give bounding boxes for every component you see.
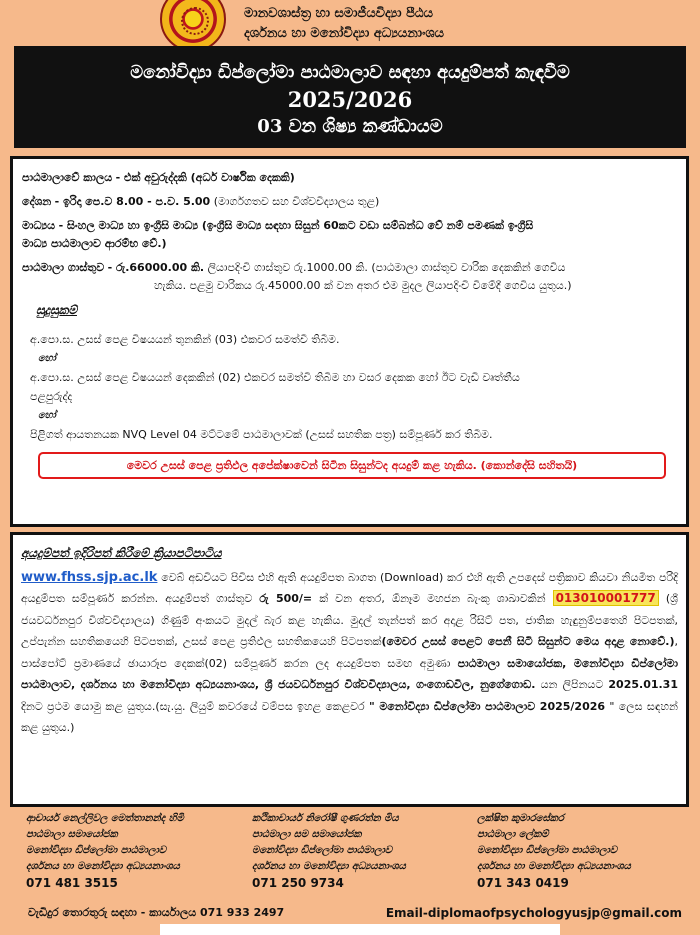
requirement-1: අ.පො.ස. උසස් පෙළ විෂයයන් තුනකින් (03) එකවර සමත්වී තිබීම. — [30, 333, 340, 346]
requirements-list — [30, 330, 686, 444]
contact-card — [252, 811, 406, 891]
contact-email[interactable]: Email-diplomaofpsychologyusjp@gmail.com — [385, 906, 682, 920]
procedure-text-5: , පාස්පෝට් ප්‍රමාණයේ ඡායාරූප දෙකක්(02) සම්පූර්ණ කරන ලද අයදුම්පත සමඟ අමුණා — [21, 635, 678, 670]
contact-phone: 071 481 3515 — [26, 876, 118, 890]
or-label: හෝ — [38, 353, 56, 364]
contact-name: ආචාර්ය නෙල්ලිවල මෙත්තානන්ද හිමි — [26, 813, 184, 824]
fee-row — [22, 259, 686, 277]
contact-role: පාඨමාලා ලේකම් — [477, 829, 549, 840]
medium-row — [22, 217, 686, 235]
medium-value-cont: මාධ්‍ය පාඨමාලාව ආරම්භ වේ.) — [22, 237, 167, 250]
procedure-text-1: වෙබ් අඩවියට පිවිස එහි ඇති අයදුම්පත බාගත (Download) කර එහි ඇති උපදෙස් පත්‍රිකාව කියවා නියමිත පරිදි අයදුම්පත සම්පූර්ණ කරන්න. අයදුම්පත් ගාස්තුව — [21, 570, 679, 605]
procedure-text-3: (ශ්‍රී ජයවර්ධනපුර විශ්වවිද්‍යාලය) ගිණුම් අංකයට මුදල් බැර කළ හැකිය. මුදල් තැන්පත් කර අදාළ රිසිට් පත, ජාතික හැඳුනුම්පතෙහි පිටපතක්, උප්පැන්න සහතිකයෙහි පිටපතක්, උසස් පෙළ ප්‍රතිඵල සහතිකයෙහි පිටපතක් — [21, 592, 678, 648]
medium-value: - සිංහල මාධ්‍ය හා ඉංග්‍රීසි මාධ්‍ය (ඉංග්‍රීසි මාධ්‍ය සඳහා සිසුන් 60කට වඩා සම්බන්ධ වේ නම් පමණක් ඉංග්‍රීසි — [58, 219, 534, 232]
postal-address: පාඨමාලා සමායෝජක, මනෝවිද්‍යා ඩිප්ලෝමා පාඨමාලාව, දර්ශනය හා මනෝවිද්‍යා අධ්‍යයනාංශය, ශ්‍රී ජයවර්ධනපුර විශ්වවිද්‍යාලය, ගංගොඩවිල, නුගේගොඩ. — [21, 656, 679, 691]
faculty-info — [244, 4, 444, 44]
website-link[interactable]: www.fhss.sjp.ac.lk — [21, 569, 158, 585]
procedure-text-7: දිනට ප්‍රථම යොමු කළ යුතුය.(සැ.යු. ලියුම් කවරයේ වම්පස ඉහළ කෙළවර — [21, 699, 365, 713]
fee-label: පාඨමාලා ගාස්තුව — [22, 261, 105, 274]
fee-text: ලියාපදිංචි ගාස්තුව රු.1000.00 කි. (පාඨමාලා ගාස්තුව වාරික දෙකකින් ගෙවිය — [207, 261, 566, 274]
procedure-text — [21, 567, 678, 739]
requirement-3: පිළිගත් ආයතනයක NVQ Level 04 මට්ටමේ පාඨමාලාවක් (උසස් සහතික පත්‍ර) සම්පූර්ණ කර තිබීම. — [30, 428, 493, 441]
duration-label: පාඨමාලාවේ කාලය — [22, 171, 113, 184]
contact-card — [477, 811, 631, 891]
duration-value: - එක් අවුරුද්දකි (අර්ධ වාර්ෂික දෙකකි) — [115, 171, 295, 184]
contact-dept: දර්ශනය හා මනෝවිද්‍යා අධ්‍යයනාංශය — [26, 861, 180, 872]
requirement-2: අ.පො.ස. උසස් පෙළ විෂයයන් දෙකකින් (02) එකවර සමත්වී තිබීම හා වසර දෙකක හෝ ඊට වැඩි වෘත්තීය — [30, 371, 520, 384]
contact-phone: 071 343 0419 — [477, 876, 569, 890]
envelope-course-ref: " මනෝවිද්‍යා ඩිප්ලෝමා පාඨමාලාව 2025/2026 — [369, 699, 606, 713]
lectures-row — [22, 193, 686, 211]
lectures-note: (මාර්ගගතව සහ විශ්වවිද්‍යාලය තුළ) — [213, 195, 380, 208]
bottom-strip — [160, 924, 560, 935]
department-name: දර්ශනය හා මනෝවිද්‍යා අධ්‍යයනාංශය — [244, 26, 445, 41]
deadline-date: 2025.01.31 — [608, 678, 678, 691]
page-title: මනෝවිද්‍යා ඩිප්ලෝමා පාඨමාලාව සඳහා අයදුම්පත් කැඳවීම — [130, 62, 570, 83]
al-candidates-notice: මෙවර උසස් පෙළ ප්‍රතිඵල අපේක්ෂාවෙන් සිටින සිසුන්ටද අයදුම් කළ හැකිය. (කොන්දේසි සහිතයි) — [38, 452, 666, 479]
contact-card — [26, 811, 184, 891]
contact-dept: දර්ශනය හා මනෝවිද්‍යා අධ්‍යයනාංශය — [252, 861, 406, 872]
application-fee: රු 500/= — [259, 592, 313, 605]
requirement-2-cont: පළපුරුද්ද — [30, 390, 73, 403]
course-details-panel — [10, 156, 689, 527]
contact-name: ලක්ෂිත කුමාරසේකර — [477, 813, 564, 824]
or-label: හෝ — [38, 410, 56, 421]
title-year: 2025/2026 — [287, 87, 413, 112]
office-phone: වැඩිදුර තොරතුරු සඳහා - කාර්යාලය 071 933 2497 — [28, 906, 285, 919]
duration-row — [22, 169, 686, 187]
fee-value: - රු.66000.00 කි. — [107, 261, 205, 274]
contact-role: පාඨමාලා සම සමායෝජක — [252, 829, 362, 840]
contact-course: මනෝවිද්‍යා ඩිප්ලෝමා පාඨමාලාව — [477, 845, 618, 856]
medium-label: මාධ්‍යය — [22, 219, 56, 232]
contact-course: මනෝවිද්‍යා ඩිප්ලෝමා පාඨමාලාව — [252, 845, 393, 856]
procedure-text-8: " ලෙස සඳහන් කළ යුතුය.) — [21, 699, 678, 734]
procedure-note: (මෙවර උසස් පෙළට පෙනී සිටි සිසුන්ට මෙය අදාළ නොවේ.) — [381, 635, 675, 648]
contact-name: කථිකාචාර්ය නිරෝෂී ගුණරත්න මිය — [252, 813, 399, 824]
lectures-label: දේශන — [22, 195, 52, 208]
contacts-section — [0, 811, 700, 901]
fee-text-cont: හැකිය. පළමු වාරිකය රු.45000.00 ක් වන අතර එම මුදල ලියාපදිංචි වීමේදී ගෙවිය යුතුය.) — [154, 279, 572, 292]
footer-bar — [0, 906, 700, 924]
contact-role: පාඨමාලා සමායෝජක — [26, 829, 118, 840]
header — [0, 0, 700, 52]
contact-phone: 071 250 9734 — [252, 876, 344, 890]
application-procedure-panel — [10, 532, 689, 807]
procedure-text-6: යන ලිපිනයට — [540, 678, 604, 691]
requirements-heading: සුදුසුකම් — [36, 303, 77, 317]
lectures-value: - ඉරිදා පෙ.ව 8.00 - ප.ව. 5.00 — [54, 195, 211, 208]
contact-course: මනෝවිද්‍යා ඩිප්ලෝමා පාඨමාලාව — [26, 845, 167, 856]
contact-dept: දර්ශනය හා මනෝවිද්‍යා අධ්‍යයනාංශය — [477, 861, 631, 872]
university-logo — [160, 0, 226, 52]
procedure-text-2: ක් වන අතර, ඕනෑම මහජන බැංකු ශාඛාවකින් — [319, 592, 546, 605]
faculty-name: මානවශාස්ත්‍ර හා සමාජීයවිද්‍යා පීඨය — [244, 6, 434, 21]
procedure-heading: අයදුම්පත් ඉදිරිපත් කිරීමේ ක්‍රියාපටිපාටිය — [21, 546, 222, 560]
account-number: 013010001777 — [553, 590, 659, 606]
title-banner — [14, 46, 686, 148]
title-batch: 03 වන ශිෂ්‍ය කණ්ඩායම — [257, 116, 443, 137]
